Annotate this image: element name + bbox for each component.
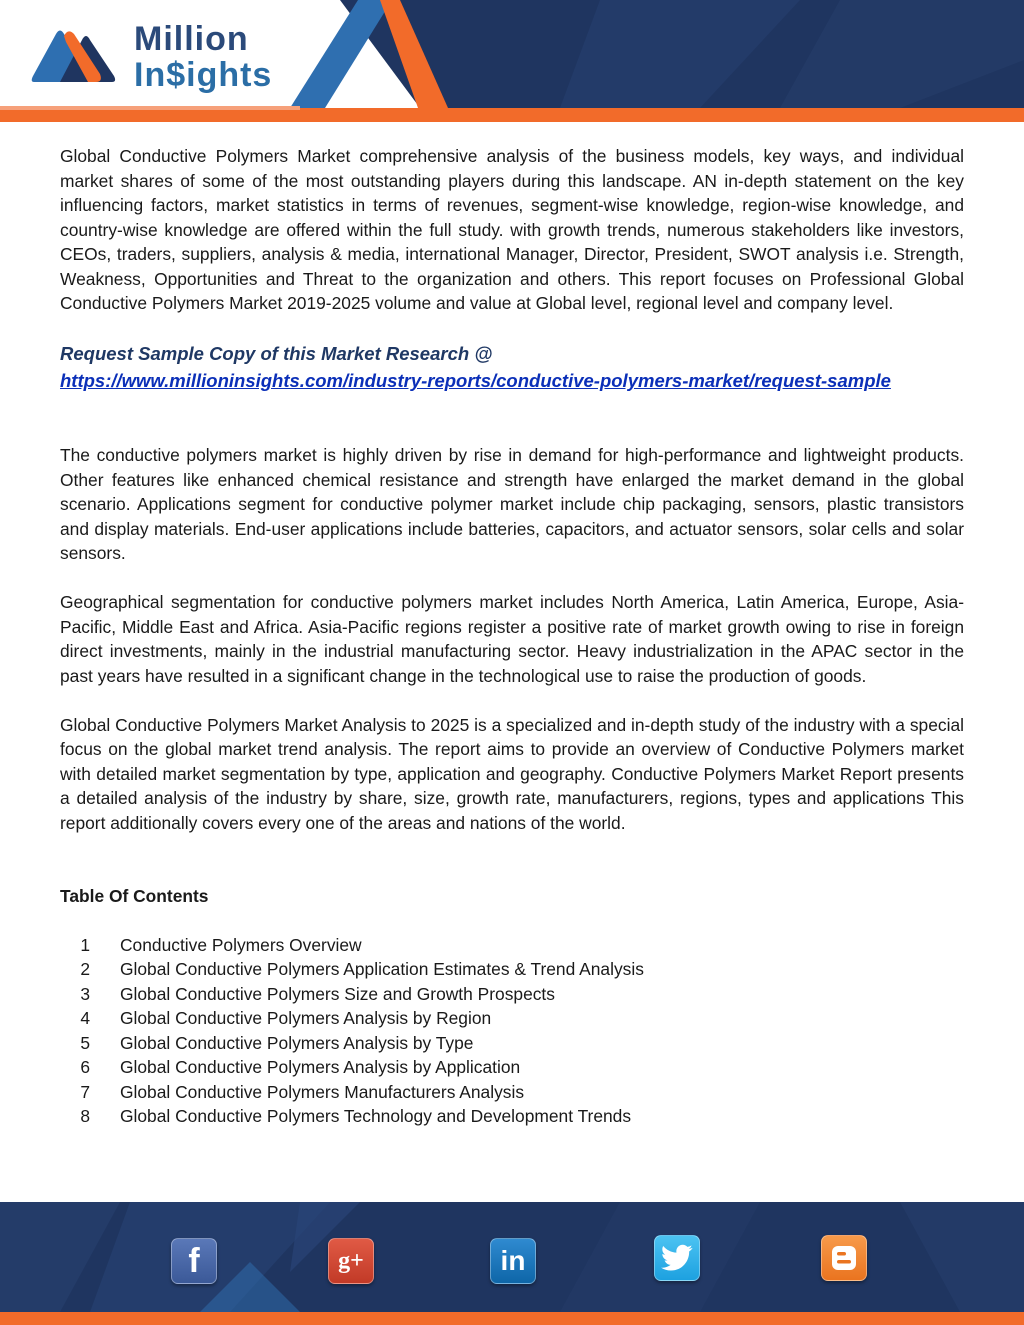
blogger-icon [829,1243,859,1273]
toc-item-label: Global Conductive Polymers Application Estimates & Trend Analysis [120,959,644,979]
toc-item-number: 1 [80,934,90,955]
toc-item-number: 8 [80,1106,90,1126]
request-sample-link[interactable]: https://www.millioninsights.com/industry-reports/conductive-polymers-market/request-sample [60,370,891,391]
toc-item-number: 6 [80,1057,90,1077]
facebook-button[interactable] [171,1238,217,1284]
facebook-icon: f [188,1241,200,1280]
google-plus-icon: g+ [338,1247,364,1274]
twitter-button[interactable] [654,1235,700,1281]
blogger-button[interactable] [821,1235,867,1281]
toc-item-number: 7 [80,1081,90,1102]
toc-item [60,1031,964,1056]
toc-item-number: 4 [80,1008,90,1028]
request-sample-block [60,340,964,394]
toc-item [60,1104,964,1129]
intro-paragraph: Global Conductive Polymers Market comprehensive analysis of the business models, key ways, and individual market shares of some of the most outstanding players during this landscape. AN in-depth statement on the key influencing factors, market statistics in terms of revenues, segment-wise knowledge, region-wise knowledge, and country-wise knowledge are offered within the full study. with growth trends, numerous stakeholders like investors, CEOs, traders, suppliers, analysis & media, international Manager, Director, President, SWOT analysis i.e. Strength, Weakness, Opportunities and Threat to the organization and others. This report focuses on Professional Global Conductive Polymers Market 2019-2025 volume and value at Global level, regional level and company level. [60,146,964,313]
linkedin-icon: in [500,1245,526,1276]
geography-paragraph: Geographical segmentation for conductive polymers market includes North America, Latin America, Europe, Asia-Pacific, Middle East and Africa. Asia-Pacific regions register a positive rate of market growth owing to rise in foreign direct investments, mainly in the industrial manufacturing sector. Heavy industrialization in the APAC sector in the past years have resulted in a significant change in the technological use to raise the production of goods. [60,592,964,686]
toc-item-label: Global Conductive Polymers Size and Growth Prospects [120,983,555,1004]
linkedin-button[interactable] [490,1238,536,1284]
logo-text-insights: In$ights [134,56,273,94]
document-body [60,144,964,1129]
market-drivers-paragraph: The conductive polymers market is highly driven by rise in demand for high-performance and lightweight products. Other features like enhanced chemical resistance and strength have enlarged the market demand in the global scenario. Applications segment for conductive polymer market include chip packaging, sensors, plastic transistors and display materials. End-user applications include batteries, capacitors, and actuator sensors, solar cells and solar sensors. [60,445,964,563]
toc-item [60,957,964,982]
logo-mark-icon [30,24,122,86]
request-sample-title: Request Sample Copy of this Market Research @ [60,343,493,364]
google-plus-button[interactable] [328,1238,374,1284]
toc-item-label: Global Conductive Polymers Manufacturers Analysis [120,1081,525,1102]
toc-item [60,1080,964,1105]
page-footer [0,1202,1024,1325]
toc-item [60,982,964,1007]
toc-item-number: 2 [80,959,90,979]
toc-item [60,1006,964,1031]
toc-item-label: Global Conductive Polymers Analysis by Type [120,1032,474,1053]
toc-item-label: Global Conductive Polymers Technology and Development Trends [120,1106,632,1126]
toc-item-label: Conductive Polymers Overview [120,934,362,955]
toc-item-label: Global Conductive Polymers Analysis by Region [120,1008,492,1028]
toc-item-number: 3 [80,983,90,1004]
toc-item-label: Global Conductive Polymers Analysis by Application [120,1057,521,1077]
logo-wordmark [134,22,272,92]
table-of-contents [60,933,964,1129]
million-insights-logo[interactable] [30,22,280,92]
twitter-icon [661,1244,693,1272]
report-overview-paragraph: Global Conductive Polymers Market Analysis to 2025 is a specialized and in-depth study of the industry with a special focus on the global market trend analysis. The report aims to provide an overview of Conductive Polymers market with detailed market segmentation by type, application and geography. Conductive Polymers Market Report presents a detailed analysis of the industry by share, size, growth rate, manufacturers, regions, types and applications This report additionally covers every one of the areas and nations of the world. [60,714,964,833]
toc-item-number: 5 [80,1032,90,1053]
toc-item [60,1055,964,1080]
logo-text-million: Million [134,20,249,58]
page-header [0,0,1024,122]
toc-item [60,933,964,958]
toc-heading: Table Of Contents [60,885,209,906]
